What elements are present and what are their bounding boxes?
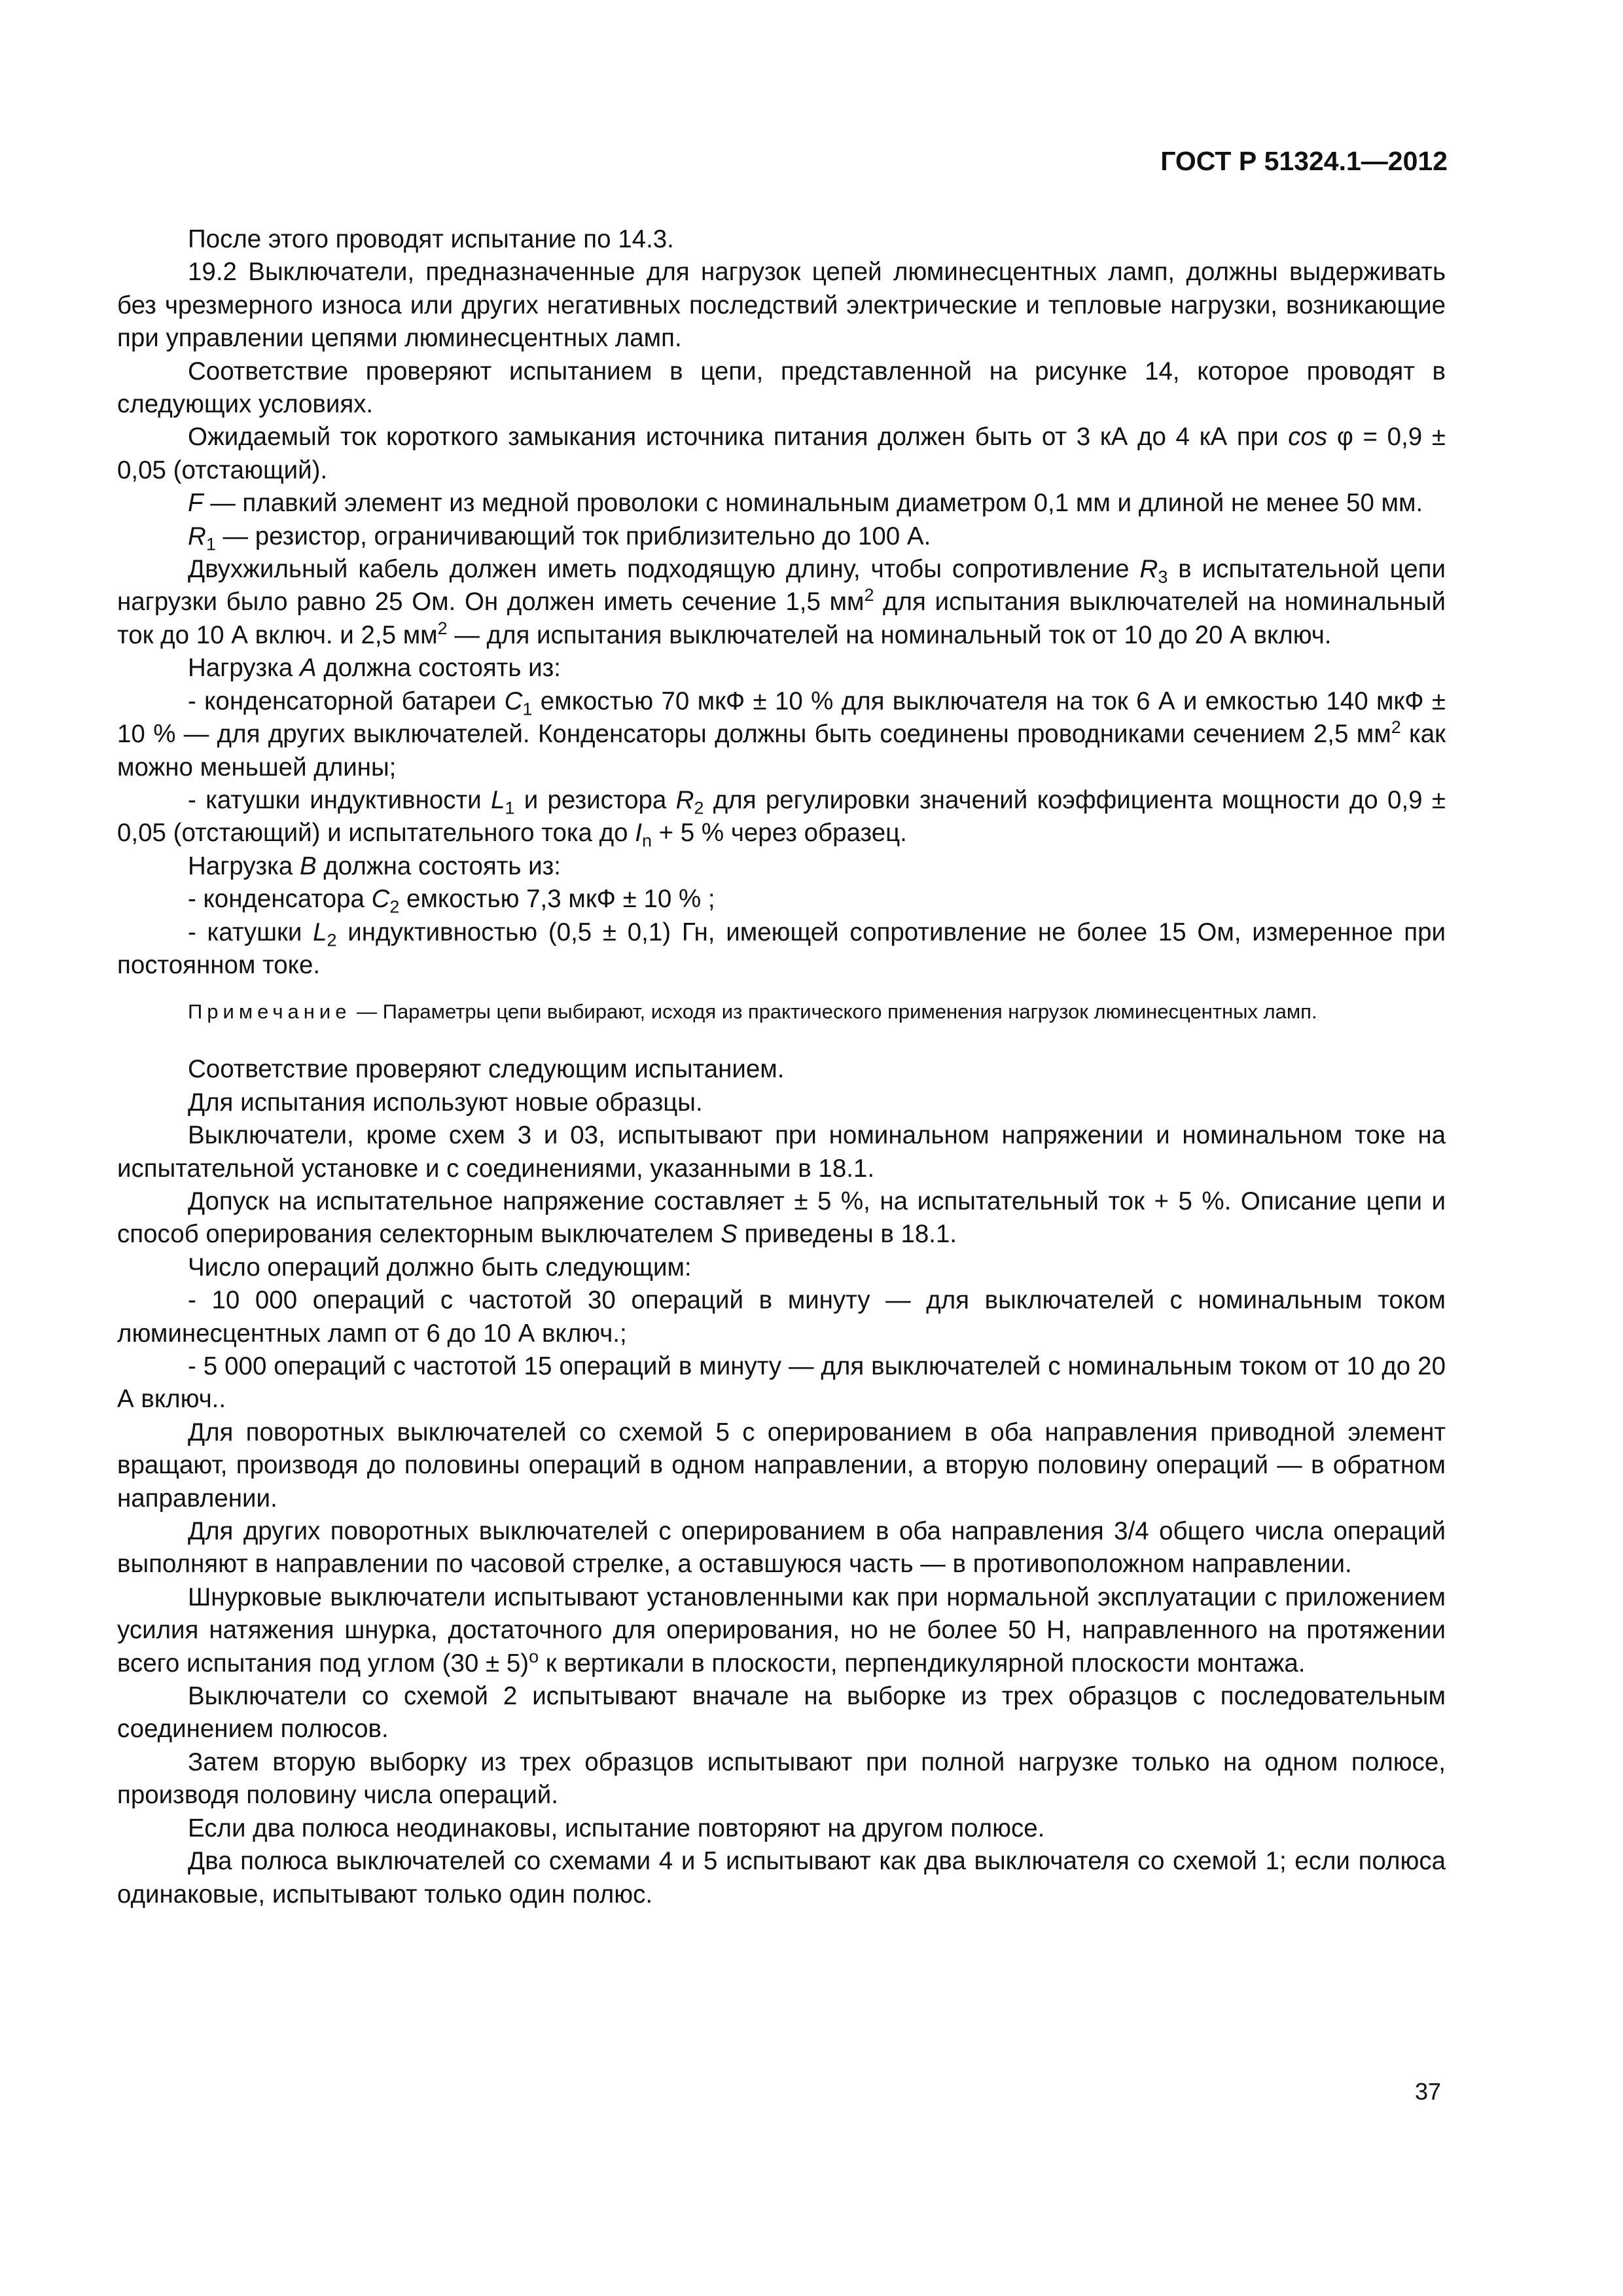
paragraph: Соответствие проверяют следующим испытанием. xyxy=(188,1055,785,1084)
paragraph-cable: Двухжильный кабель должен иметь подходящую длину, чтобы сопротивление $R_3$ в испытательной цепи нагрузки было равно 25 Ом. Он должен иметь сечение 1,5 $мм^2$ для испытания выключателей на номинальный ток до 10 А включ. и 2,5 $мм^2$ — для испытания выключателей на номинальный ток от 10 до 20 А включ. xyxy=(117,555,1446,649)
page-number: 37 xyxy=(1414,2078,1441,2105)
paragraph: Два полюса выключателей со схемами 4 и 5 испытывают как два выключателя со схемой 1; если полюса одинаковые, испытывают только один полюс. xyxy=(117,1847,1446,1909)
note: Примечание — Параметры цепи выбирают, исходя из практического применения нагрузок люминесцентных ламп. xyxy=(188,1000,1317,1024)
paragraph: Выключатели, кроме схем 3 и 03, испытывают при номинальном напряжении и номинальном токе на испытательной установке и с соединениями, указанными в 18.1. xyxy=(117,1121,1446,1183)
paragraph-cord-switches: Шнурковые выключатели испытывают установленными как при нормальной эксплуатации с приложением усилия натяжения шнурка, достаточного для оперирования, но не более 50 Н, направленного на протяжении всего испытания под углом $(30 \pm 5)^о$ к вертикали в плоскости, перпендикулярной плоскости монтажа. xyxy=(117,1583,1446,1677)
paragraph-tolerance: Допуск на испытательное напряжение составляет ± 5 %, на испытательный ток + 5 %. Описание цепи и способ оперирования селекторным выключателем S приведены в 18.1. xyxy=(117,1187,1446,1249)
list-item-capacitor-bank: - конденсаторной батареи $С_1$ емкостью 70 мкФ ± 10 % для выключателя на ток 6 А и емкостью 140 мкФ ± 10 % — для других выключателей. Конденсаторы должны быть соединены проводниками сечением 2,5 $мм^2$ как можно меньшей длины; xyxy=(117,687,1446,781)
list-item-capacitor-c2: - конденсатора $С_2$ емкостью 7,3 мкФ ± 10 % ; xyxy=(188,885,715,917)
clause-19-2: 19.2 Выключатели, предназначенные для нагрузок цепей люминесцентных ламп, должны выдерживать без чрезмерного износа или других негативных последствий электрические и тепловые нагрузки, возникающие при управлении цепями люминесцентных ламп. xyxy=(117,258,1446,353)
paragraph-short-circuit-current: Ожидаемый ток короткого замыкания источника питания должен быть от 3 кА до 4 кА при cos φ = 0,9 ± 0,05 (отстающий). xyxy=(117,423,1446,484)
list-item: - 10 000 операций с частотой 30 операций в минуту — для выключателей с номинальным током люминесцентных ламп от 6 до 10 А включ.; xyxy=(117,1286,1446,1348)
paragraph-fuse-element: F — плавкий элемент из медной проволоки с номинальным диаметром 0,1 мм и длиной не менее 50 мм. xyxy=(188,489,1423,518)
note-label: Примечание xyxy=(188,1000,351,1024)
paragraph: Соответствие проверяют испытанием в цепи, представленной на рисунке 14, которое проводят в следующих условиях. xyxy=(117,357,1446,419)
document-body xyxy=(117,223,1446,1911)
paragraph: Если два полюса неодинаковы, испытание повторяют на другом полюсе. xyxy=(188,1814,1045,1842)
paragraph-load-b: Нагрузка В должна состоять из: xyxy=(188,852,562,880)
paragraph: Для испытания используют новые образцы. xyxy=(188,1088,703,1117)
standard-designation: ГОСТ Р 51324.1—2012 xyxy=(1160,146,1448,176)
list-item-inductor-resistor: - катушки индуктивности $L_1$ и резистора $R_2$ для регулировки значений коэффициента мощности до 0,9 ± 0,05 (отстающий) и испытательного тока до $I_n + 5$ % через образец. xyxy=(117,785,1446,851)
paragraph: После этого проводят испытание по 14.3. xyxy=(188,225,674,253)
paragraph: Выключатели со схемой 2 испытывают вначале на выборке из трех образцов с последовательным соединением полюсов. xyxy=(117,1682,1446,1744)
paragraph: Для поворотных выключателей со схемой 5 с оперированием в оба направления приводной элемент вращают, производя до половины операций в одном направлении, а вторую половину операций — в обратном направлении. xyxy=(117,1418,1446,1513)
list-item: - 5 000 операций с частотой 15 операций в минуту — для выключателей с номинальным током от 10 до 20 А включ.. xyxy=(117,1352,1446,1414)
list-item-inductor-l2: - катушки $L_2$ индуктивностью (0,5 ± 0,1) Гн, имеющей сопротивление не более 15 Ом, измеренное при постоянном токе. xyxy=(117,918,1446,979)
paragraph-resistor-r1: $R_1$ — резистор, ограничивающий ток приблизительно до 100 А. xyxy=(188,522,931,554)
paragraph-load-a: Нагрузка А должна состоять из: xyxy=(188,654,562,683)
paragraph: Затем вторую выборку из трех образцов испытывают при полной нагрузке только на одном полюсе, производя половину числа операций. xyxy=(117,1748,1446,1810)
paragraph: Число операций должно быть следующим: xyxy=(188,1253,692,1282)
paragraph: Для других поворотных выключателей с оперированием в оба направления 3/4 общего числа операций выполняют в направлении по часовой стрелке, а оставшуюся часть — в противоположном направлении. xyxy=(117,1517,1446,1579)
